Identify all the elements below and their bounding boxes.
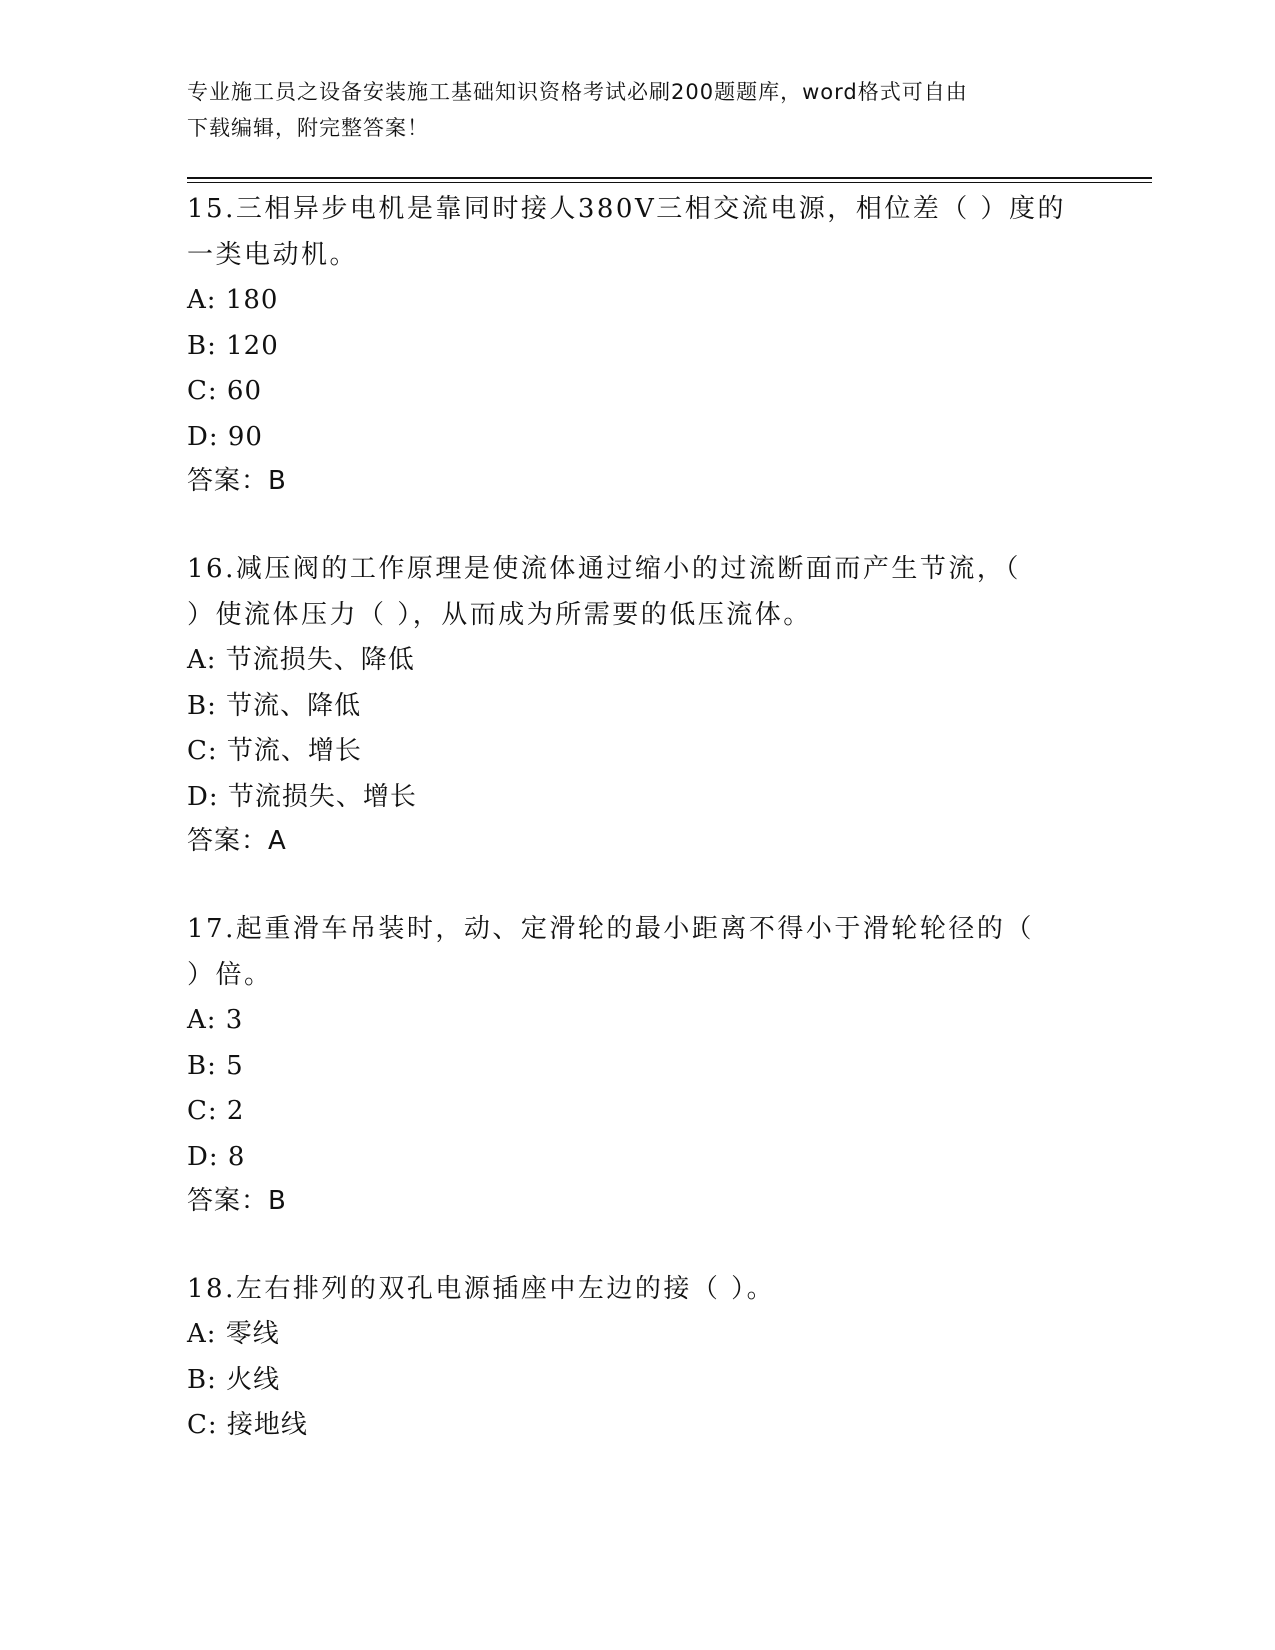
option-c: C: 节流、增长 bbox=[187, 736, 362, 766]
answer-line: 答案：B bbox=[187, 1186, 287, 1216]
option-a: A: 180 bbox=[187, 285, 279, 315]
document-header bbox=[187, 74, 1087, 146]
question-stem-line: ）倍。 bbox=[187, 960, 273, 990]
option-b: B: 火线 bbox=[187, 1364, 281, 1395]
answer-line: 答案：B bbox=[187, 466, 287, 496]
answer-line: 答案：A bbox=[187, 826, 287, 856]
option-c: C: 接地线 bbox=[187, 1410, 308, 1440]
header-line-2: 下载编辑，附完整答案！ bbox=[187, 116, 429, 140]
question-stem-line: 15.三相异步电机是靠同时接人380V三相交流电源，相位差（ ）度的 bbox=[187, 194, 1067, 224]
option-a: A: 3 bbox=[187, 1005, 244, 1035]
header-divider-thin bbox=[187, 182, 1152, 183]
question-stem-line: 一类电动机。 bbox=[187, 240, 359, 270]
question-18 bbox=[187, 1266, 1087, 1449]
header-line-1: 专业施工员之设备安装施工基础知识资格考试必刷200题题库，word格式可自由 bbox=[187, 80, 968, 104]
option-b: B: 节流、降低 bbox=[187, 690, 362, 721]
question-list bbox=[187, 186, 1087, 1492]
option-d: D: 90 bbox=[187, 421, 263, 452]
question-17 bbox=[187, 906, 1087, 1223]
option-d: D: 节流损失、增长 bbox=[187, 781, 417, 812]
question-15 bbox=[187, 186, 1087, 503]
option-c: C: 60 bbox=[187, 376, 263, 406]
question-stem-line: 17.起重滑车吊装时，动、定滑轮的最小距离不得小于滑轮轮径的（ bbox=[187, 914, 1034, 944]
question-stem-line: 18.左右排列的双孔电源插座中左边的接（ ）。 bbox=[187, 1274, 776, 1304]
option-c: C: 2 bbox=[187, 1096, 245, 1126]
header-divider-thick bbox=[187, 177, 1152, 179]
question-stem-line: 16.减压阀的工作原理是使流体通过缩小的过流断面而产生节流，（ bbox=[187, 554, 1021, 584]
option-b: B: 120 bbox=[187, 330, 279, 361]
option-a: A: 节流损失、降低 bbox=[187, 645, 415, 675]
question-16 bbox=[187, 546, 1087, 863]
option-a: A: 零线 bbox=[187, 1319, 280, 1349]
option-b: B: 5 bbox=[187, 1050, 244, 1081]
option-d: D: 8 bbox=[187, 1141, 246, 1172]
question-stem-line: ）使流体压力（ ），从而成为所需要的低压流体。 bbox=[187, 600, 812, 630]
